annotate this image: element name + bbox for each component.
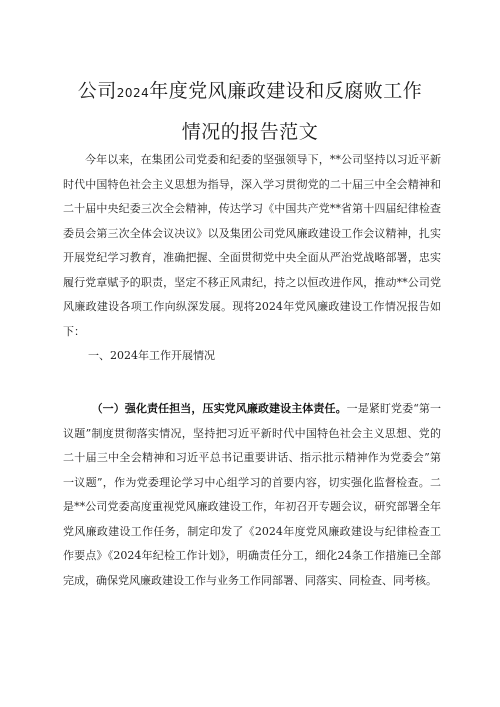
section-heading-1: 一、2024年工作开展情况 [88, 349, 215, 362]
title-prefix: 公司 [77, 80, 117, 102]
subsection-paragraph-1 [63, 397, 441, 593]
title-suffix: 年度党风廉政建设和反腐败工作 [149, 80, 423, 102]
subsection-heading-1: （一）强化责任担当，压实党风廉政建设主体责任。 [91, 402, 347, 415]
document-title-line-1 [0, 76, 500, 103]
title-year: 2024 [116, 86, 150, 100]
intro-paragraph: 今年以来，在集团公司党委和纪委的坚强领导下，**公司坚持以习近平新时代中国特色社会主义思想为指导，深入学习贯彻党的二十届三中全会精神和二十届中央纪委三次全会精神，传达学习《中国共产党**省第十四届纪律检查委员会第三次全体会议决议》以及集团公司党风廉政建设工作会议精神，扎实开展党纪学习教育，准确把握、全面贯彻党中央全面从严治党战略部署，忠实履行党章赋予的职责，坚定不移正风肃纪，持之以恒改进作风，推动**公司党风廉政建设各项工作向纵深发展。现将2024年党风廉政建设工作情况报告如下： [63, 153, 441, 338]
document-title-line-2: 情况的报告范文 [181, 121, 319, 143]
subsection-body-1: 一是紧盯党委“第一议题”制度贯彻落实情况，坚持把习近平新时代中国特色社会主义思想、党的二十届三中全会精神和习近平总书记重要讲话、指示批示精神作为党委会”第一议题”，作为党委理论学习中心组学习的首要内容，切实强化监督检查。二是**公司党委高度重视党风廉政建设工作，年初召开专题会议，研究部署全年党风廉政建设工作任务，制定印发了《2024年度党风廉政建设与纪律检查工作要点》《2024年纪检工作计划》，明确责任分工，细化24条工作措施已全部完成，确保党风廉政建设工作与业务工作同部署、同落实、同检查、同考核。 [63, 402, 441, 587]
